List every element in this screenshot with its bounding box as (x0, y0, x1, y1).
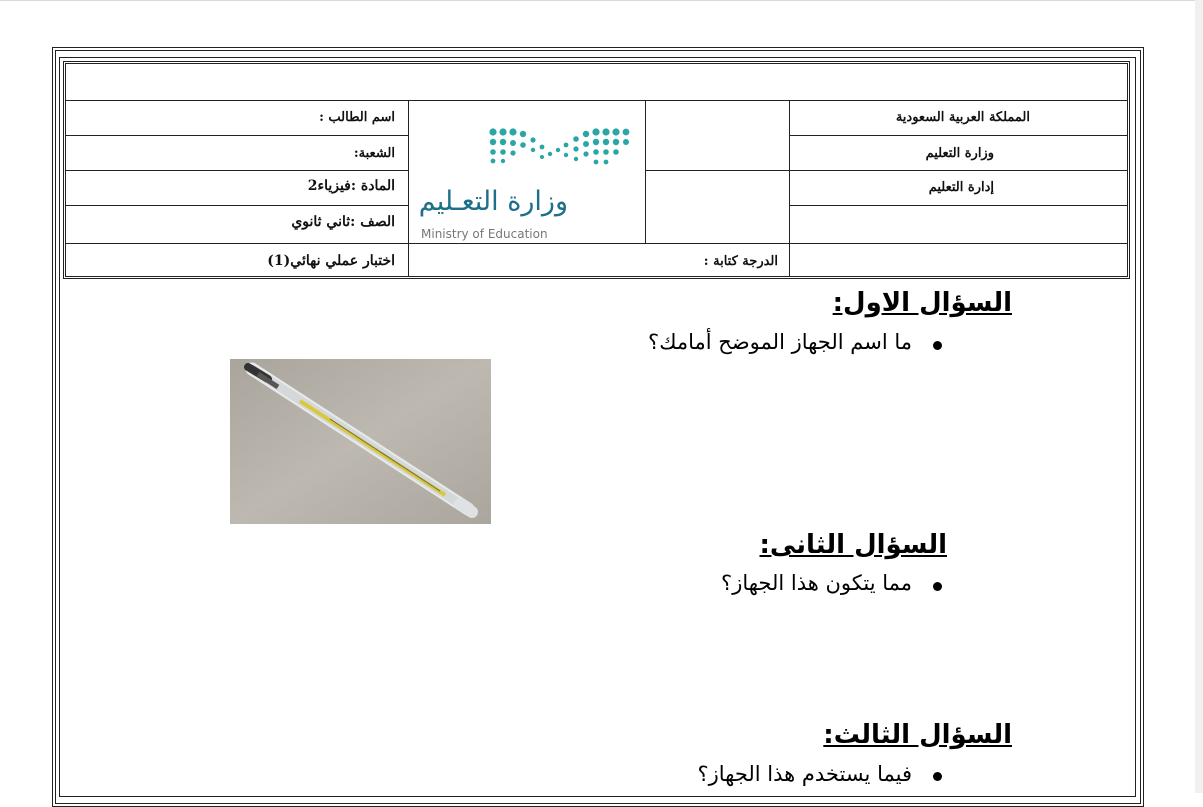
page-top-edge (0, 0, 1203, 1)
kingdom-label: المملكة العربية السعودية (895, 110, 1030, 125)
logo-arabic-text: وزارة التعـليم (418, 186, 568, 217)
left-row-line-1 (66, 135, 408, 136)
subject-label: المادة :فيزياء2 (307, 178, 395, 194)
question-2-title: السؤال الثانى: (759, 530, 947, 560)
logo-english-text: Ministry of Education (421, 227, 548, 241)
left-row-line-2 (66, 170, 408, 171)
education-dept-label: إدارة التعليم (928, 180, 994, 195)
score-written-label: الدرجة كتابة : (703, 254, 778, 269)
grade-label: الصف :ثاني ثانوي (291, 214, 395, 230)
question-3-title: السؤال الثالث: (823, 720, 1012, 750)
bullet-icon (933, 772, 942, 781)
right-row-line-3 (790, 205, 1127, 206)
section-label: الشعبة: (353, 146, 395, 161)
thermometer-photo (230, 359, 491, 524)
ministry-label: وزارة التعليم (925, 146, 994, 161)
question-1-title: السؤال الاول: (832, 288, 1012, 318)
bullet-icon (933, 341, 942, 350)
left-col-divider (408, 100, 409, 277)
question-2-text: مما يتكون هذا الجهاز؟ (721, 571, 912, 595)
question-3-text: فيما يستخدم هذا الجهاز؟ (697, 762, 912, 786)
middle-col-divider (645, 100, 646, 243)
question-1-text: ما اسم الجهاز الموضح أمامك؟ (648, 330, 912, 354)
header-top-row-line (66, 100, 1127, 101)
right-row-line-2 (645, 170, 1127, 171)
student-name-label: اسم الطالب : (319, 110, 395, 125)
page-right-shadow (1195, 0, 1203, 793)
left-row-line-3 (66, 205, 408, 206)
exam-title: اختبار عملي نهائي(1) (267, 253, 395, 269)
right-col-divider (789, 100, 790, 277)
bullet-icon (933, 582, 942, 591)
right-row-line-1 (790, 135, 1127, 136)
